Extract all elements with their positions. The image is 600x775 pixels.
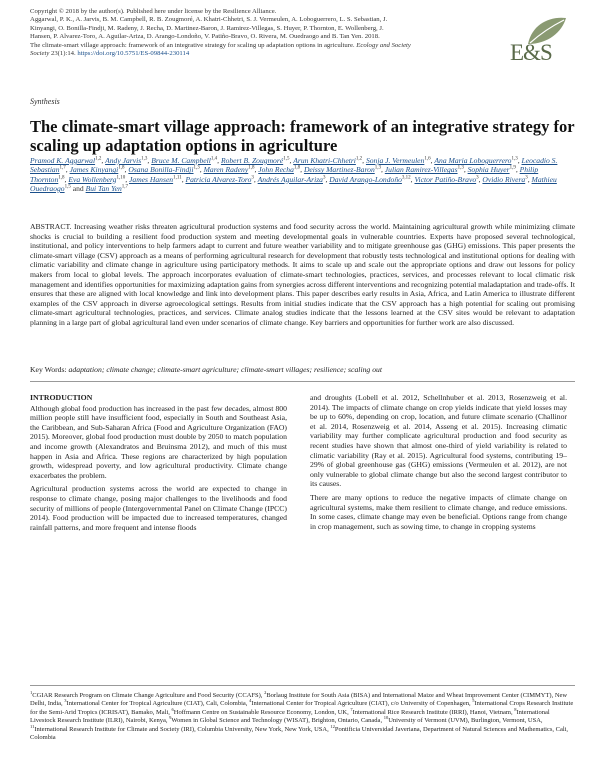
author-affiliation-marker: 1,3: [141, 156, 148, 162]
author-name[interactable]: Victor Patiño-Bravo: [414, 174, 477, 184]
affiliation-text: Pontificia Universidad Javeriana, Department of Natural Sciences and Mathematics, Cali, Colombia: [30, 725, 569, 742]
citation-title-line: [30, 42, 500, 50]
author-name[interactable]: Philip Thornton: [30, 165, 539, 184]
affiliation-text: International Center for Tropical Agriculture (CIAT), Cali, Colombia,: [66, 700, 250, 708]
keywords-label: Key Words:: [30, 365, 67, 374]
author-name[interactable]: Eva Wollenberg: [68, 174, 117, 184]
author-affiliation-marker: 1,9: [509, 165, 516, 171]
author-name[interactable]: Sonja J. Vermeulen: [365, 156, 425, 165]
citation-header: [30, 8, 500, 58]
affiliation-text: Women in Global Science and Technology (WISAT), Brighton, Ontario, Canada,: [171, 717, 384, 725]
author-name[interactable]: Patricia Alvarez-Toro: [185, 174, 252, 184]
keywords: [30, 365, 575, 375]
es-logo: [508, 14, 576, 70]
affiliations-footnote: [30, 689, 575, 742]
intro-heading: INTRODUCTION: [30, 393, 93, 402]
author-affiliation-marker: 3: [322, 175, 326, 181]
author-affiliation-marker: 1,3: [511, 156, 518, 162]
author-affiliation-marker: 1,3: [374, 165, 381, 171]
author-affiliation-marker: 3: [525, 175, 528, 181]
author-affiliation-marker: 1,4: [210, 156, 218, 162]
author-affiliation-marker: 3: [476, 175, 479, 181]
paragraph: Although global food production has increased in the past few decades, almost 800 million people still have insufficient food, especially in South and Southeast Asia, the Caribbean, and Sub-Saharan Africa (Food and Agriculture Organization (FAO) 2015). Moreover, global food production must double by 2050 to match population and income growth (Alexandratos and Bruinsma 2012), and much of this must happen in Asia and Africa. These regions are characterized by high population growth, widespread poverty, and low agricultural productivity. Climate change exacerbates the problem.: [30, 403, 287, 480]
author-affiliation-marker: 1,8: [58, 175, 65, 181]
citation-authors-line: Kinyangi, O. Bonilla-Findji, M. Radeny, J. Recha, D. Martinez-Baron, J. Ramirez-Villegas, S. Huyer, P. Thornton, E. Wollenberg, J.: [30, 24, 384, 32]
author-list: Pramod K. Aggarwal$^{1,2}$, Andy Jarvis$^{1,3}$, Bruce M. Campbell$^{1,4}$, Robert B. Zougmoré$^{1,5}$, Arun Khatri-Chhetri$^{1,2}$, Sonja J. Vermeulen$^{1,6}$, Ana Maria Loboguerrero$^{1,3}$, Leocadio S. Sebastian$^{1,7}$, James Kinyangi$^{1,8}$, Osana Bonilla-Findji$^{1,3}$, Maren Radeny$^{1,8}$, John Recha$^{1,8}$, Deissy Martinez-Baron$^{1,3}$, Julian Ramirez-Villegas$^{1,3}$, Sophia Huyer$^{1,9}$, Philip Thornton$^{1,8}$, Eva Wollenberg$^{1,10}$, James Hansen$^{1,11}$, Patricia Alvarez-Toro$^3$, Andrés Aguilar-Ariza$^3$, David Arango-Londoño$^{3,12}$, Victor Patiño-Bravo$^3$, Ovidio Rivera$^3$, Mathieu Ouedraogo$^{1,5}$ and Bui Tan Yen$^{1,7}$: [30, 156, 558, 193]
author-name[interactable]: Bruce M. Campbell: [151, 156, 211, 165]
affiliation-text: International Crops Research Institute for the Semi-Arid Tropics (ICRISAT), Bamako, Mali,: [30, 700, 574, 716]
affiliation-text: International Center for Tropical Agriculture (CIAT), c/o University of Copenhagen,: [251, 700, 473, 708]
divider: [30, 381, 575, 382]
author-name[interactable]: Andy Jarvis: [105, 156, 142, 165]
citation-authors-line: Aggarwal, P. K., A. Jarvis, B. M. Campbell, R. B. Zougmoré, A. Khatri-Chhetri, S. J. Vermeulen, A. Loboguerrero, L. S. Sebastian, J.: [30, 16, 388, 24]
citation-authors-line: Hansen, P. Alvarez-Toro, A. Aguilar-Ariza, D. Arango-Londoño, V. Patiño-Bravo, O. Rivera, M. Ouedraogo and B. Tan Yen. 2018.: [30, 33, 380, 41]
affiliation-text: International Livestock Research Institute (ILRI), Nairobi, Kenya,: [30, 708, 550, 725]
affiliation-number: 9: [169, 715, 172, 721]
author-affiliation-marker: 1,8: [293, 165, 301, 171]
footnote-divider: [30, 685, 575, 686]
author-name[interactable]: Ovidio Rivera: [482, 174, 526, 184]
author-affiliation-marker: 1,3: [193, 165, 200, 171]
affiliation-number: 10: [383, 715, 389, 721]
affiliation-number: 3: [64, 698, 67, 704]
section-label: Synthesis: [30, 97, 60, 106]
affiliation-number: 7: [350, 706, 353, 712]
author-name[interactable]: James Hansen: [129, 174, 174, 184]
author-affiliation-marker: 1,2: [95, 156, 102, 162]
keywords-text: adaptation; climate change; climate-smart agriculture; climate-smart villages; resilience; scaling out: [68, 365, 383, 374]
author-name[interactable]: Osana Bonilla-Findji: [128, 165, 194, 175]
doi-link[interactable]: https://doi.org/10.5751/ES-09844-230114: [77, 50, 190, 58]
author-name[interactable]: Leocadio S. Sebastian: [30, 156, 558, 175]
paragraph: There are many options to reduce the negative impacts of climate change on agricultural systems, make them resilient to climate change, and reduce emissions. In some cases, climate change may even be beneficial. Options range from change in crop management, such as sowing time, to change in cropping systems: [310, 492, 567, 531]
paragraph: Agricultural production systems across the world are expected to change in response to climate change, posing major challenges to the livelihoods and food security of millions of people (Intergovernmental Panel on Climate Change (IPCC) 2014). Food production will be impacted due to increased temperatures, changed rainfall patterns, and more frequent and intense floods: [30, 484, 287, 532]
affiliation-number: 4: [249, 698, 252, 704]
affiliation-text: International Rice Research Institute (IRRI), Hanoi, Vietnam,: [352, 708, 515, 716]
author-affiliation-marker: 3,12: [401, 175, 411, 181]
author-affiliation-marker: 3: [251, 175, 254, 181]
journal-name: Ecology and Society: [356, 41, 411, 49]
affiliation-text: International Research Institute for Climate and Society (IRI), Columbia University, New York, New York, USA,: [34, 725, 331, 733]
affiliation-number: 6: [171, 706, 174, 712]
citation-volume: 23(1):14.: [50, 50, 76, 58]
author-affiliation-marker: 1,10: [116, 175, 126, 181]
author-and: and: [70, 183, 86, 193]
author-name[interactable]: Julian Ramirez-Villegas: [384, 165, 458, 175]
copyright-line: Copyright © 2018 by the author(s). Published here under license by the Resilience Alliance.: [30, 8, 277, 15]
affiliation-number: 2: [264, 689, 267, 695]
author-affiliation-marker: 1,7: [121, 184, 129, 190]
author-name[interactable]: John Recha: [258, 165, 294, 175]
author-name[interactable]: David Arango-Londoño: [329, 174, 402, 184]
affiliation-number: 12: [330, 723, 335, 729]
author-affiliation-marker: 1,5: [64, 184, 71, 190]
author-name[interactable]: James Kinyangi: [69, 165, 119, 175]
affiliation-text: University of Vermont (UVM), Burlington, Vermont, USA,: [388, 717, 543, 725]
author-affiliation-marker: 1,11: [173, 175, 182, 181]
affiliation-number: 11: [30, 723, 35, 729]
affiliation-number: 8: [514, 706, 517, 712]
author-affiliation-marker: 1,8: [118, 165, 125, 171]
author-name[interactable]: Andrés Aguilar-Ariza: [257, 174, 323, 184]
author-affiliation-marker: 1,6: [424, 156, 431, 162]
author-affiliation-marker: 1,2: [355, 156, 363, 162]
author-name[interactable]: Bui Tan Yen: [85, 183, 122, 193]
abstract-label: ABSTRACT.: [30, 222, 72, 231]
author-name[interactable]: Ana Maria Loboguerrero: [434, 156, 512, 165]
author-affiliation-marker: 1,3: [457, 165, 464, 171]
author-name[interactable]: Deissy Martinez-Baron: [303, 165, 375, 175]
author-name[interactable]: Robert B. Zougmoré: [220, 156, 284, 165]
author-name[interactable]: Mathieu Ouedraogo: [30, 174, 557, 193]
affiliation-number: 5: [472, 698, 475, 704]
author-affiliation-marker: 1,5: [283, 156, 290, 162]
affiliation-text: Borlaug Institute for South Asia (BISA) and International Maize and Wheat Improvement Center (CIMMYT), New Delhi, India,: [30, 692, 568, 708]
author-affiliation-marker: 1,8: [248, 165, 255, 171]
author-name[interactable]: Sophia Huyer: [467, 165, 510, 175]
article-title: The climate-smart village approach: framework of an integrative strategy for scaling up adaptation options in agriculture: [30, 117, 575, 155]
paragraph: and droughts (Lobell et al. 2012, Schellnhuber et al. 2013, Rosenzweig et al. 2014). The impacts of climate change on crop yields indicate that yield losses may be up to 60%, depending on crop, location, and future climate scenario (Challinor et al. 2014, Rosenzweig et al. 2014, Asseng et al. 2015). Increasing climatic variability may further complicate agricultural production and food security as recent studies have shown that almost one-third of yield variability is related to climatic variability (Ray et al. 2015). Agricultural food systems, contributing 19–29% of global greenhouse gas (GHG) emissions (Vermeulen et al. 2012), are not only vulnerable to global climate change but also the second largest contributor to its causes.: [310, 393, 567, 489]
logo-text: E&S: [510, 40, 552, 65]
author-name[interactable]: Arun Khatri-Chhetri: [293, 156, 356, 165]
right-column: [310, 393, 567, 535]
author-affiliation-marker: 1,7: [59, 165, 66, 171]
left-column: [30, 393, 287, 536]
abstract-text: Increasing weather risks threaten agricultural production systems and food security across the world. Maintaining agricultural growth while minimizing climate shocks is crucial to building a resilient food production system and meeting developmental goals in vulnerable countries. Experts have proposed several technological, institutional, and policy interventions to help farmers adapt to current and future weather variability and to mitigate greenhouse gas (GHG) emissions. This paper presents the climate-smart village (CSV) approach as a means of performing agricultural research for development that robustly tests technological and institutional options for dealing with climatic variability and climate change in agriculture using participatory methods. It aims to scale up and scale out the appropriate options and draw out lessons for policy makers from local to global levels. The approach incorporates evaluation of climate-smart technologies, practices, services, and processes relevant to local climatic risk management and identifies opportunities for maximizing adaptation gains from synergies across different interventions and recognizing potential maladaptation and trade-offs. It ensures that these are aligned with local knowledge and link into development plans. This paper describes early results in Asia, Africa, and Latin America to illustrate different examples of the CSV approach in diverse agroecological settings. Results from initial studies indicate that the CSV approach has a high potential for scaling out promising climate-smart agricultural technologies, practices, and services. Climate analog studies indicate that the lessons learned at the CSV sites would be relevant to adaptation planning in a large part of global agricultural land even under scenarios of climate change. Key barriers and opportunities for further work are also discussed.: [30, 222, 575, 327]
citation-volume-line: Society 23(1):14. https://doi.org/10.5751/ES-09844-230114: [30, 50, 190, 58]
citation-title: The climate-smart village approach: framework of an integrative strategy for scaling up adaptation options in agriculture.: [30, 41, 355, 49]
author-name[interactable]: Maren Radeny: [203, 165, 249, 175]
affiliation-text: Hoffmann Centre on Sustainable Resource Economy, London, UK,: [173, 708, 351, 716]
affiliation-text: CGIAR Research Program on Climate Change Agriculture and Food Security (CCAFS),: [32, 692, 265, 699]
abstract: [30, 222, 575, 328]
author-name[interactable]: Pramod K. Aggarwal: [30, 156, 96, 165]
affiliation-number: 1: [30, 689, 33, 695]
